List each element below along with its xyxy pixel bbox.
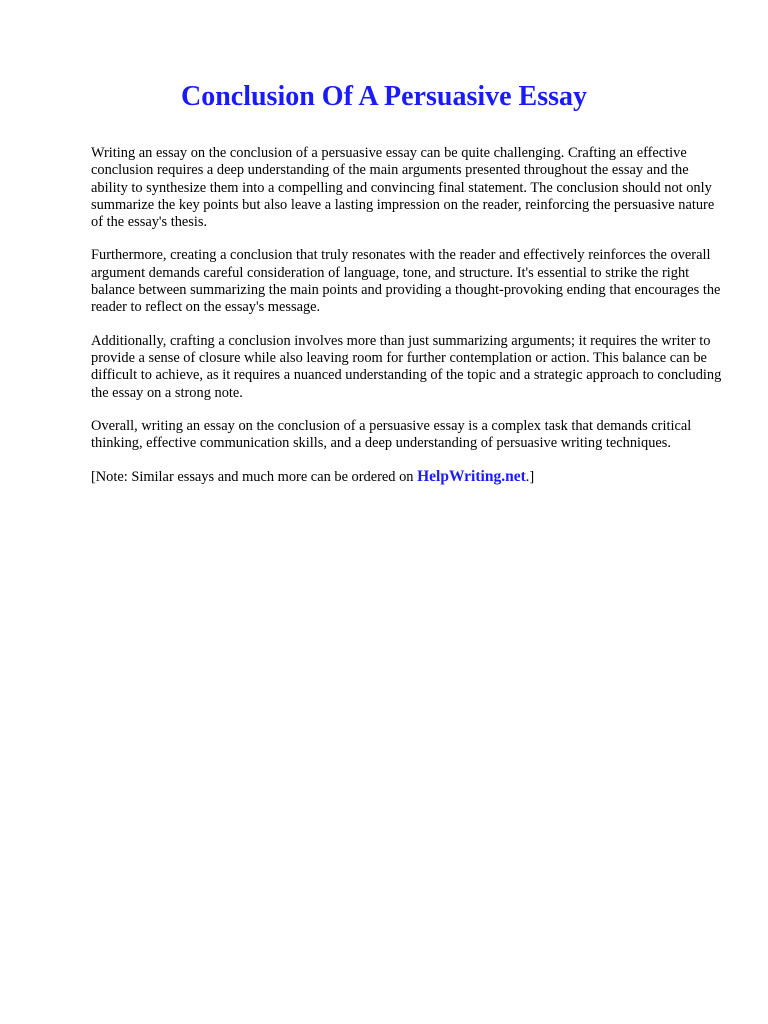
paragraph-3: Additionally, crafting a conclusion involves more than just summarizing arguments; it requires the writer to provide a sense of closure while also leaving room for further contemplation or action. This balance can be difficult to achieve, as it requires a nuanced understanding of the topic and a strategic approach to concluding the essay on a strong note. [91,332,722,401]
paragraph-2: Furthermore, creating a conclusion that truly resonates with the reader and effectively reinforces the overall argument demands careful consideration of language, tone, and structure. It's essential to strike the right balance between summarizing the main points and providing a thought-provoking ending that encourages the reader to reflect on the essay's message. [91,247,721,316]
paragraph-1: Writing an essay on the conclusion of a persuasive essay can be quite challenging. Crafting an effective conclusion requires a deep understanding of the main arguments presented throughout the essay and the ability to synthesize them into a compelling and convincing final statement. The conclusion should not only summarize the key points but also leave a lasting impression on the reader, reinforcing the persuasive nature of the essay's thesis. [91,145,715,231]
helpwriting-link[interactable]: HelpWriting.net [417,468,526,486]
page-title: Conclusion Of A Persuasive Essay [180,81,588,112]
note-suffix: .] [525,469,535,486]
essay-body [91,145,723,503]
paragraph-4: Overall, writing an essay on the conclusion of a persuasive essay is a complex task that demands critical thinking, effective communication skills, and a deep understanding of persuasive writing techniques. [91,417,692,452]
note-paragraph [91,468,723,486]
note-prefix: [Note: Similar essays and much more can be ordered on [91,469,418,486]
